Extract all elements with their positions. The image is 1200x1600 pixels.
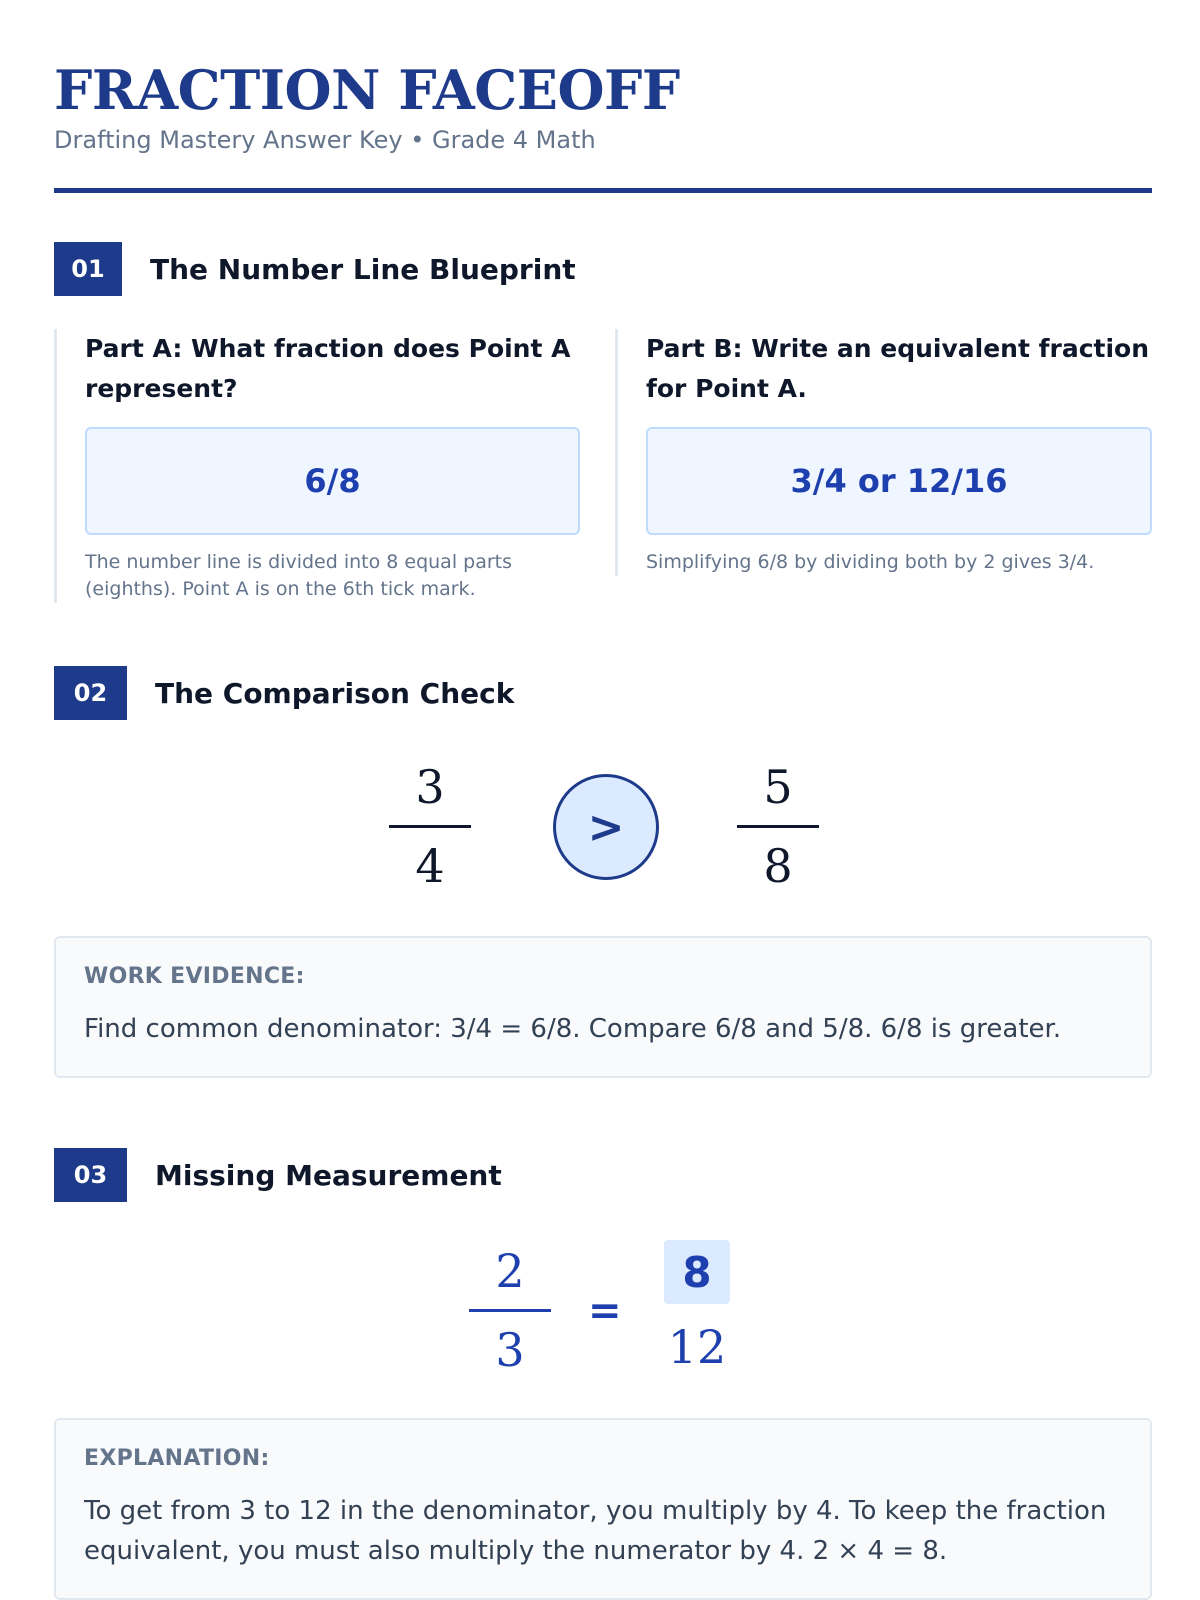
equation-left-fraction (469, 1240, 551, 1381)
fraction-bar (469, 1309, 551, 1312)
work-evidence-label: WORK EVIDENCE: (84, 964, 305, 989)
fraction-denominator: 3 (495, 1323, 525, 1377)
section-number-badge: 02 (54, 666, 127, 720)
section-number-badge: 01 (54, 242, 122, 296)
comparison-right-fraction (737, 756, 819, 897)
section-title: Missing Measurement (155, 1158, 502, 1192)
comparison-symbol: > (553, 774, 659, 880)
section-title: The Number Line Blueprint (150, 252, 576, 286)
fraction-numerator: 2 (495, 1244, 525, 1298)
part-a-question: Part A: What fraction does Point A represent? (85, 334, 571, 403)
explanation-text: To get from 3 to 12 in the denominator, you multiply by 4. To keep the fraction equivalent, you must also multiply the numerator by 4. 2 × 4 = 8. (84, 1496, 1107, 1566)
explanation-label: EXPLANATION: (84, 1446, 270, 1471)
fraction-numerator: 3 (415, 760, 445, 814)
page-title: FRACTION FACEOFF (54, 58, 680, 122)
fraction-denominator: 4 (415, 839, 445, 893)
fraction-denominator: 8 (763, 839, 793, 893)
explanation-box (54, 1418, 1152, 1600)
comparison-left-fraction (389, 756, 471, 897)
part-a-answer: 6/8 (85, 427, 580, 535)
fraction-numerator: 5 (763, 760, 793, 814)
page-subtitle: Drafting Mastery Answer Key • Grade 4 Math (54, 126, 596, 154)
equation-right-fraction (656, 1240, 738, 1378)
fraction-denominator: 12 (667, 1320, 727, 1374)
work-evidence-text: Find common denominator: 3/4 = 6/8. Compare 6/8 and 5/8. 6/8 is greater. (84, 1014, 1062, 1044)
missing-numerator-answer: 8 (664, 1240, 730, 1304)
part-a (54, 329, 580, 603)
fraction-bar (389, 825, 471, 828)
part-b-note: Simplifying 6/8 by dividing both by 2 gives 3/4. (646, 551, 1095, 573)
part-b (615, 329, 1152, 576)
work-evidence-box (54, 936, 1152, 1078)
fraction-bar (737, 825, 819, 828)
section-01-header (54, 242, 576, 296)
equals-sign: = (588, 1288, 622, 1334)
page-header (54, 58, 1152, 156)
section-03-header (54, 1148, 502, 1202)
header-divider (54, 188, 1152, 193)
section-number-badge: 03 (54, 1148, 127, 1202)
section-title: The Comparison Check (155, 676, 515, 710)
part-a-note: The number line is divided into 8 equal parts (eighths). Point A is on the 6th tick mark. (85, 551, 513, 600)
part-b-answer: 3/4 or 12/16 (646, 427, 1152, 535)
part-b-question: Part B: Write an equivalent fraction for Point A. (646, 334, 1150, 403)
section-02-header (54, 666, 514, 720)
